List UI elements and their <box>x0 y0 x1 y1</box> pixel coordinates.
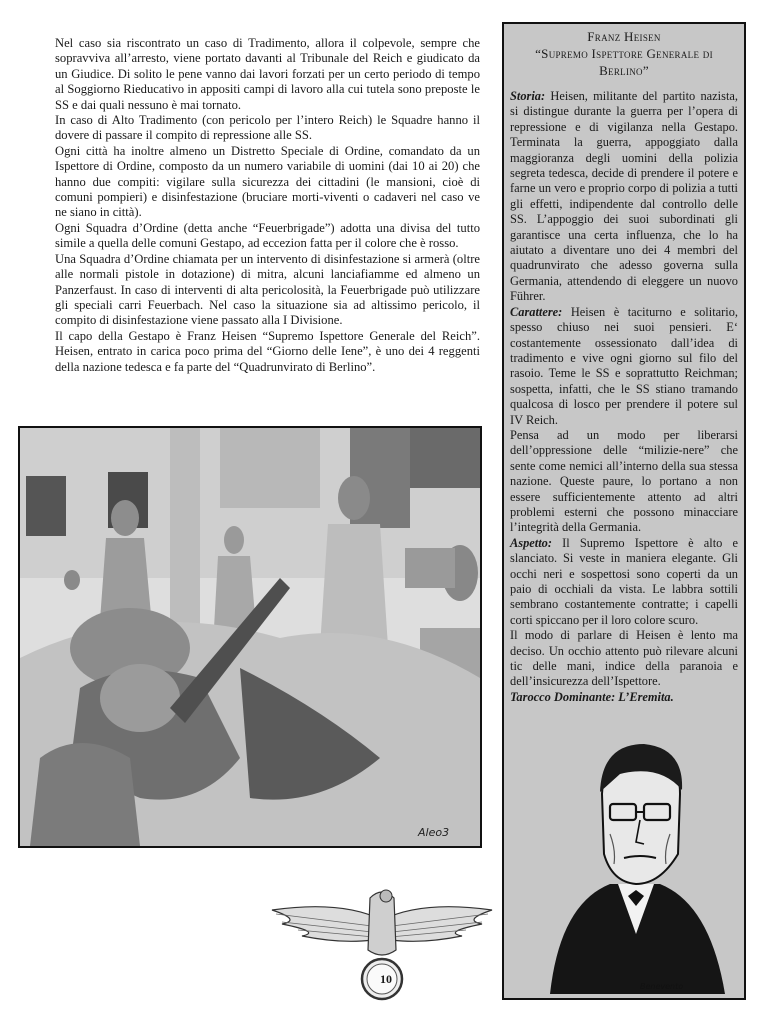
heisen-portrait <box>540 734 730 994</box>
section-text: Il modo di parlare di Heisen è lento ma deciso. Un occhio attento può rilevare alcuni tic delle mani, indice della paranoia e dell’insicurezza dell’Ispettore. <box>510 628 738 689</box>
paragraph: Una Squadra d’Ordine chiamata per un intervento di disinfestazione si armerà (oltre alle normali pistole in dotazione) di mitra, alcuni lanciafiamme ed almeno un Panzerfaust. In caso di interventi di alta pericolosità, la Feuerbrigade può utilizzare gli speciali carri Feuerbach. Nel caso la situazione sia ad altissimo pericolo, il compito di disinfestazione viene passato alla I Divisione. <box>55 251 480 328</box>
paragraph: Nel caso sia riscontrato un caso di Tradimento, allora il colpevole, sempre che sopravviva all’arresto, viene portato davanti al Tribunale del Reich e giudicato da un Giudice. Di solito le pene vanno dai lavori forzati per un certo periodo di tempo al Soggiorno Rieducativo in appositi campi di lavoro alla cui tutela sono preposte le SS e dai quali nessuno è mai tornato. <box>55 36 480 112</box>
section-label: Carattere: <box>510 304 563 319</box>
character-title: “Supremo Ispettore Generale di Berlino” <box>535 46 713 78</box>
paragraph: Ogni Squadra d’Ordine (detta anche “Feuerbrigade”) adotta una divisa del tutto simile a quella delle comuni Gestapo, ad eccezion fatta per il colore che è rosso. <box>55 220 480 251</box>
illustration-signature: Aleo3 <box>418 826 450 839</box>
section-label: Tarocco Dominante: L’Eremita. <box>510 689 674 704</box>
paragraph: In caso di Alto Tradimento (con pericolo per l’intero Reich) le Squadre hanno il dovere di passare il compito di repressione alle SS. <box>55 113 480 143</box>
paragraph: Il capo della Gestapo è Franz Heisen “Supremo Ispettore Generale del Reich”. Heisen, entrato in carica poco prima del “Giorno delle Iene”, è uno dei 4 reggenti della nazione tedesca e fa parte del “Quadrunvirato di Berlino”. <box>55 328 480 374</box>
sidebar-section <box>510 89 738 305</box>
section-label: Storia: <box>510 89 546 103</box>
sidebar-section <box>510 536 738 628</box>
eagle-emblem <box>262 880 502 1010</box>
paragraph: Ogni città ha inoltre almeno un Distretto Speciale di Ordine, comandato da un Ispettore di Ordine, composto da un numero variabile di uomini (dai 10 ai 20) che hanno due compiti: vigilare sulla sicurezza dei cittadini (le mansioni, cioè di comuni pompieri) e disinfestazione (bruciare morti-viventi o cadaveri nel caso ve ne siano in città). <box>55 143 480 220</box>
main-text-column <box>55 36 480 375</box>
section-text: Heisen, militante del partito nazista, si distingue durante la guerra per l’opera di repressione e di vigilanza nella Gestapo. Terminata la guerra, appoggiato dalla maggioranza degli uomini della polizia segreta tedesca, decide di prendere il potere e farne un vero e proprio corpo di polizia a tutti gli effetti, indipendente dal controllo delle SS. L’appoggio dei suoi subordinati gli garantisce una certa influenza, che lo ha aiutato a diventare uno dei 4 membri del quadrunvirato che adesso governa sulla Germania, attendendo di eleggere un nuovo Führer. <box>510 89 738 304</box>
section-text: Pensa ad un modo per liberarsi dell’oppressione delle “milizie-nere” che sente come nemici all’interno della sua stessa nazione. Queste paure, lo portano a non essere sufficientemente attento ad altri problemi esterni che possono minacciare l’integrità della Germania. <box>510 427 738 535</box>
portrait-signature: Benevento <box>640 982 684 991</box>
section-label: Aspetto: <box>510 535 552 550</box>
sidebar-section <box>510 690 738 705</box>
section-text: Heisen è taciturno e solitario, spesso chiuso nei suoi pensieri. E‘ costantemente ossessionato dall’idea di tradimento e vive ogni giorno sul filo del rasoio. Teme le SS e soprattutto Reichman; sospetta, infatti, che le SS stiano tramando qualcosa di losco per prendere il potere sul IV Reich. <box>510 304 738 427</box>
sidebar-section <box>510 305 738 428</box>
character-sidebar <box>502 22 746 1000</box>
sidebar-header <box>510 28 738 79</box>
character-name: Franz Heisen <box>587 29 661 44</box>
page-number: 10 <box>380 972 392 986</box>
sidebar-section <box>510 428 738 536</box>
zombie-soldier-illustration <box>18 426 482 848</box>
sidebar-section <box>510 628 738 690</box>
section-text: Il Supremo Ispettore è alto e slanciato. Si veste in maniera elegante. Gli occhi neri e sospettosi sono coperti da un paio di occhiali da vista. Le labbra sottili sembrano costantemente contratte; i capelli corti spiccano per il loro colore scuro. <box>510 535 738 627</box>
sidebar-body <box>510 89 738 705</box>
